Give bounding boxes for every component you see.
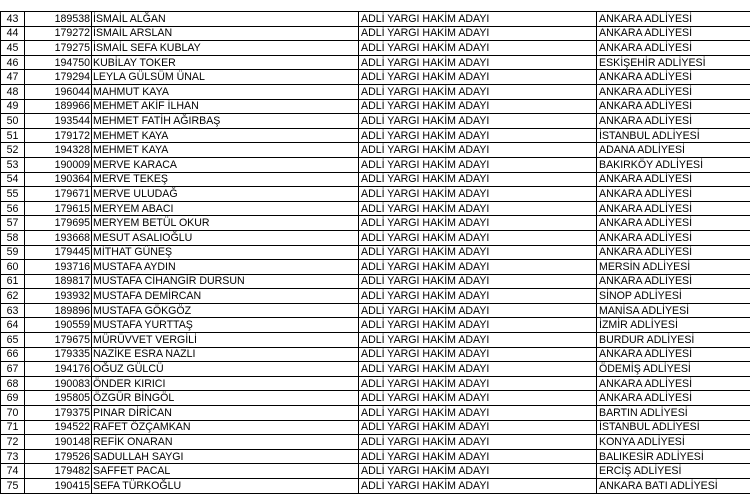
position-title: ADLİ YARGI HAKİM ADAYI xyxy=(359,157,597,172)
position-title: ADLİ YARGI HAKİM ADAYI xyxy=(359,245,597,260)
table-row xyxy=(1,464,750,479)
assigned-court: ANKARA ADLİYESİ xyxy=(597,114,750,129)
position-title: ADLİ YARGI HAKİM ADAYI xyxy=(359,391,597,406)
table-row xyxy=(1,245,750,260)
table-row xyxy=(1,26,750,41)
full-name: REFİK ONARAN xyxy=(92,435,359,450)
row-number: 59 xyxy=(1,245,25,260)
full-name: MEHMET KAYA xyxy=(92,143,359,158)
position-title: ADLİ YARGI HAKİM ADAYI xyxy=(359,12,597,27)
assigned-court: İSTANBUL ADLİYESİ xyxy=(597,420,750,435)
assigned-court: ANKARA ADLİYESİ xyxy=(597,12,750,27)
registry-number: 179526 xyxy=(25,449,92,464)
row-number: 64 xyxy=(1,318,25,333)
registry-number: 195805 xyxy=(25,391,92,406)
assigned-court: ANKARA ADLİYESİ xyxy=(597,201,750,216)
assigned-court: ANKARA ADLİYESİ xyxy=(597,230,750,245)
row-number: 71 xyxy=(1,420,25,435)
full-name: MUSTAFA CİHANGİR DURSUN xyxy=(92,274,359,289)
row-number: 74 xyxy=(1,464,25,479)
position-title: ADLİ YARGI HAKİM ADAYI xyxy=(359,114,597,129)
table-row xyxy=(1,318,750,333)
position-title: ADLİ YARGI HAKİM ADAYI xyxy=(359,172,597,187)
table-row xyxy=(1,201,750,216)
full-name: MEHMET FATİH AĞIRBAŞ xyxy=(92,114,359,129)
row-number: 56 xyxy=(1,201,25,216)
table-row xyxy=(1,99,750,114)
position-title: ADLİ YARGI HAKİM ADAYI xyxy=(359,99,597,114)
registry-number: 179172 xyxy=(25,128,92,143)
full-name: MUSTAFA YURTTAŞ xyxy=(92,318,359,333)
row-number: 72 xyxy=(1,435,25,450)
table-row xyxy=(1,128,750,143)
table-row xyxy=(1,70,750,85)
full-name: MERVE KARACA xyxy=(92,157,359,172)
registry-number: 194176 xyxy=(25,362,92,377)
full-name: MUSTAFA GÖKGÖZ xyxy=(92,303,359,318)
registry-number: 179294 xyxy=(25,70,92,85)
full-name: İSMAİL ALĞAN xyxy=(92,12,359,27)
position-title: ADLİ YARGI HAKİM ADAYI xyxy=(359,70,597,85)
table-row xyxy=(1,41,750,56)
row-number: 70 xyxy=(1,406,25,421)
assigned-court: BURDUR ADLİYESİ xyxy=(597,333,750,348)
row-number: 43 xyxy=(1,12,25,27)
registry-number: 190009 xyxy=(25,157,92,172)
row-number: 75 xyxy=(1,479,25,494)
registry-number: 190415 xyxy=(25,479,92,494)
table-row xyxy=(1,420,750,435)
candidate-table xyxy=(0,11,750,494)
position-title: ADLİ YARGI HAKİM ADAYI xyxy=(359,303,597,318)
position-title: ADLİ YARGI HAKİM ADAYI xyxy=(359,216,597,231)
registry-number: 194750 xyxy=(25,55,92,70)
row-number: 47 xyxy=(1,70,25,85)
full-name: MEHMET AKİF İLHAN xyxy=(92,99,359,114)
table-row xyxy=(1,376,750,391)
table-row xyxy=(1,391,750,406)
position-title: ADLİ YARGI HAKİM ADAYI xyxy=(359,84,597,99)
row-number: 69 xyxy=(1,391,25,406)
assigned-court: ANKARA ADLİYESİ xyxy=(597,187,750,202)
table-row xyxy=(1,435,750,450)
assigned-court: ANKARA ADLİYESİ xyxy=(597,245,750,260)
row-number: 63 xyxy=(1,303,25,318)
assigned-court: ANKARA ADLİYESİ xyxy=(597,391,750,406)
row-number: 68 xyxy=(1,376,25,391)
position-title: ADLİ YARGI HAKİM ADAYI xyxy=(359,143,597,158)
registry-number: 196044 xyxy=(25,84,92,99)
row-number: 65 xyxy=(1,333,25,348)
table-row xyxy=(1,216,750,231)
position-title: ADLİ YARGI HAKİM ADAYI xyxy=(359,464,597,479)
full-name: ÖZGÜR BİNGÖL xyxy=(92,391,359,406)
position-title: ADLİ YARGI HAKİM ADAYI xyxy=(359,41,597,56)
row-number: 66 xyxy=(1,347,25,362)
assigned-court: ESKİŞEHİR ADLİYESİ xyxy=(597,55,750,70)
row-number: 44 xyxy=(1,26,25,41)
assigned-court: BAKIRKÖY ADLİYESİ xyxy=(597,157,750,172)
table-row xyxy=(1,406,750,421)
row-number: 57 xyxy=(1,216,25,231)
row-number: 53 xyxy=(1,157,25,172)
position-title: ADLİ YARGI HAKİM ADAYI xyxy=(359,376,597,391)
assigned-court: ANKARA ADLİYESİ xyxy=(597,376,750,391)
row-number: 60 xyxy=(1,260,25,275)
table-row xyxy=(1,12,750,27)
registry-number: 179275 xyxy=(25,41,92,56)
table-row xyxy=(1,84,750,99)
registry-number: 194328 xyxy=(25,143,92,158)
table-row xyxy=(1,172,750,187)
assigned-court: ANKARA ADLİYESİ xyxy=(597,347,750,362)
full-name: SADULLAH SAYGI xyxy=(92,449,359,464)
registry-number: 189817 xyxy=(25,274,92,289)
assigned-court: İSTANBUL ADLİYESİ xyxy=(597,128,750,143)
row-number: 54 xyxy=(1,172,25,187)
full-name: PINAR DİRİCAN xyxy=(92,406,359,421)
full-name: RAFET ÖZÇAMKAN xyxy=(92,420,359,435)
registry-number: 193668 xyxy=(25,230,92,245)
registry-number: 179445 xyxy=(25,245,92,260)
position-title: ADLİ YARGI HAKİM ADAYI xyxy=(359,230,597,245)
position-title: ADLİ YARGI HAKİM ADAYI xyxy=(359,274,597,289)
assigned-court: ANKARA ADLİYESİ xyxy=(597,216,750,231)
assigned-court: ANKARA ADLİYESİ xyxy=(597,172,750,187)
position-title: ADLİ YARGI HAKİM ADAYI xyxy=(359,318,597,333)
full-name: MERYEM ABACI xyxy=(92,201,359,216)
registry-number: 190148 xyxy=(25,435,92,450)
registry-number: 189966 xyxy=(25,99,92,114)
registry-number: 179615 xyxy=(25,201,92,216)
position-title: ADLİ YARGI HAKİM ADAYI xyxy=(359,449,597,464)
position-title: ADLİ YARGI HAKİM ADAYI xyxy=(359,187,597,202)
candidate-list xyxy=(0,11,750,494)
full-name: İSMAİL ARSLAN xyxy=(92,26,359,41)
row-number: 55 xyxy=(1,187,25,202)
registry-number: 189538 xyxy=(25,12,92,27)
table-row xyxy=(1,289,750,304)
full-name: ÖNDER KIRICI xyxy=(92,376,359,391)
assigned-court: ERCİŞ ADLİYESİ xyxy=(597,464,750,479)
registry-number: 193716 xyxy=(25,260,92,275)
full-name: KUBİLAY TOKER xyxy=(92,55,359,70)
table-row xyxy=(1,347,750,362)
assigned-court: BALIKESİR ADLİYESİ xyxy=(597,449,750,464)
table-row xyxy=(1,362,750,377)
position-title: ADLİ YARGI HAKİM ADAYI xyxy=(359,479,597,494)
position-title: ADLİ YARGI HAKİM ADAYI xyxy=(359,26,597,41)
table-row xyxy=(1,449,750,464)
table-row xyxy=(1,274,750,289)
full-name: MÜRÜVVET VERGİLİ xyxy=(92,333,359,348)
full-name: NAZİKE ESRA NAZLI xyxy=(92,347,359,362)
row-number: 62 xyxy=(1,289,25,304)
registry-number: 190364 xyxy=(25,172,92,187)
registry-number: 179671 xyxy=(25,187,92,202)
row-number: 48 xyxy=(1,84,25,99)
assigned-court: ÖDEMİŞ ADLİYESİ xyxy=(597,362,750,377)
row-number: 49 xyxy=(1,99,25,114)
row-number: 52 xyxy=(1,143,25,158)
assigned-court: ANKARA ADLİYESİ xyxy=(597,84,750,99)
assigned-court: İZMİR ADLİYESİ xyxy=(597,318,750,333)
table-row xyxy=(1,230,750,245)
full-name: MESUT ASALIOĞLU xyxy=(92,230,359,245)
registry-number: 193544 xyxy=(25,114,92,129)
full-name: MUSTAFA DEMİRCAN xyxy=(92,289,359,304)
full-name: SAFFET PACAL xyxy=(92,464,359,479)
full-name: MERVE TEKEŞ xyxy=(92,172,359,187)
registry-number: 179482 xyxy=(25,464,92,479)
assigned-court: ANKARA ADLİYESİ xyxy=(597,26,750,41)
registry-number: 193932 xyxy=(25,289,92,304)
row-number: 50 xyxy=(1,114,25,129)
row-number: 61 xyxy=(1,274,25,289)
assigned-court: ANKARA BATI ADLİYESİ xyxy=(597,479,750,494)
registry-number: 194522 xyxy=(25,420,92,435)
position-title: ADLİ YARGI HAKİM ADAYI xyxy=(359,201,597,216)
table-body xyxy=(1,12,750,494)
registry-number: 189896 xyxy=(25,303,92,318)
registry-number: 179675 xyxy=(25,333,92,348)
registry-number: 190559 xyxy=(25,318,92,333)
full-name: LEYLA GÜLSÜM ÜNAL xyxy=(92,70,359,85)
assigned-court: MANİSA ADLİYESİ xyxy=(597,303,750,318)
registry-number: 190083 xyxy=(25,376,92,391)
full-name: SEFA TÜRKOĞLU xyxy=(92,479,359,494)
row-number: 46 xyxy=(1,55,25,70)
table-row xyxy=(1,114,750,129)
registry-number: 179375 xyxy=(25,406,92,421)
table-row xyxy=(1,187,750,202)
table-row xyxy=(1,479,750,494)
assigned-court: ANKARA ADLİYESİ xyxy=(597,41,750,56)
table-row xyxy=(1,260,750,275)
assigned-court: SİNOP ADLİYESİ xyxy=(597,289,750,304)
assigned-court: ANKARA ADLİYESİ xyxy=(597,70,750,85)
full-name: OĞUZ GÜLCÜ xyxy=(92,362,359,377)
registry-number: 179695 xyxy=(25,216,92,231)
position-title: ADLİ YARGI HAKİM ADAYI xyxy=(359,128,597,143)
position-title: ADLİ YARGI HAKİM ADAYI xyxy=(359,260,597,275)
full-name: MEHMET KAYA xyxy=(92,128,359,143)
position-title: ADLİ YARGI HAKİM ADAYI xyxy=(359,289,597,304)
position-title: ADLİ YARGI HAKİM ADAYI xyxy=(359,333,597,348)
full-name: MİTHAT GÜNEŞ xyxy=(92,245,359,260)
table-row xyxy=(1,143,750,158)
row-number: 51 xyxy=(1,128,25,143)
assigned-court: ADANA ADLİYESİ xyxy=(597,143,750,158)
assigned-court: MERSİN ADLİYESİ xyxy=(597,260,750,275)
row-number: 45 xyxy=(1,41,25,56)
row-number: 58 xyxy=(1,230,25,245)
assigned-court: ANKARA ADLİYESİ xyxy=(597,99,750,114)
table-row xyxy=(1,157,750,172)
assigned-court: BARTIN ADLİYESİ xyxy=(597,406,750,421)
position-title: ADLİ YARGI HAKİM ADAYI xyxy=(359,420,597,435)
table-row xyxy=(1,333,750,348)
table-row xyxy=(1,55,750,70)
row-number: 73 xyxy=(1,449,25,464)
position-title: ADLİ YARGI HAKİM ADAYI xyxy=(359,435,597,450)
position-title: ADLİ YARGI HAKİM ADAYI xyxy=(359,55,597,70)
full-name: MERVE ULUDAĞ xyxy=(92,187,359,202)
full-name: İSMAİL SEFA KUBLAY xyxy=(92,41,359,56)
table-row xyxy=(1,303,750,318)
position-title: ADLİ YARGI HAKİM ADAYI xyxy=(359,347,597,362)
full-name: MERYEM BETÜL OKUR xyxy=(92,216,359,231)
registry-number: 179272 xyxy=(25,26,92,41)
row-number: 67 xyxy=(1,362,25,377)
full-name: MAHMUT KAYA xyxy=(92,84,359,99)
registry-number: 179335 xyxy=(25,347,92,362)
assigned-court: ANKARA ADLİYESİ xyxy=(597,274,750,289)
position-title: ADLİ YARGI HAKİM ADAYI xyxy=(359,406,597,421)
position-title: ADLİ YARGI HAKİM ADAYI xyxy=(359,362,597,377)
full-name: MUSTAFA AYDIN xyxy=(92,260,359,275)
assigned-court: KONYA ADLİYESİ xyxy=(597,435,750,450)
